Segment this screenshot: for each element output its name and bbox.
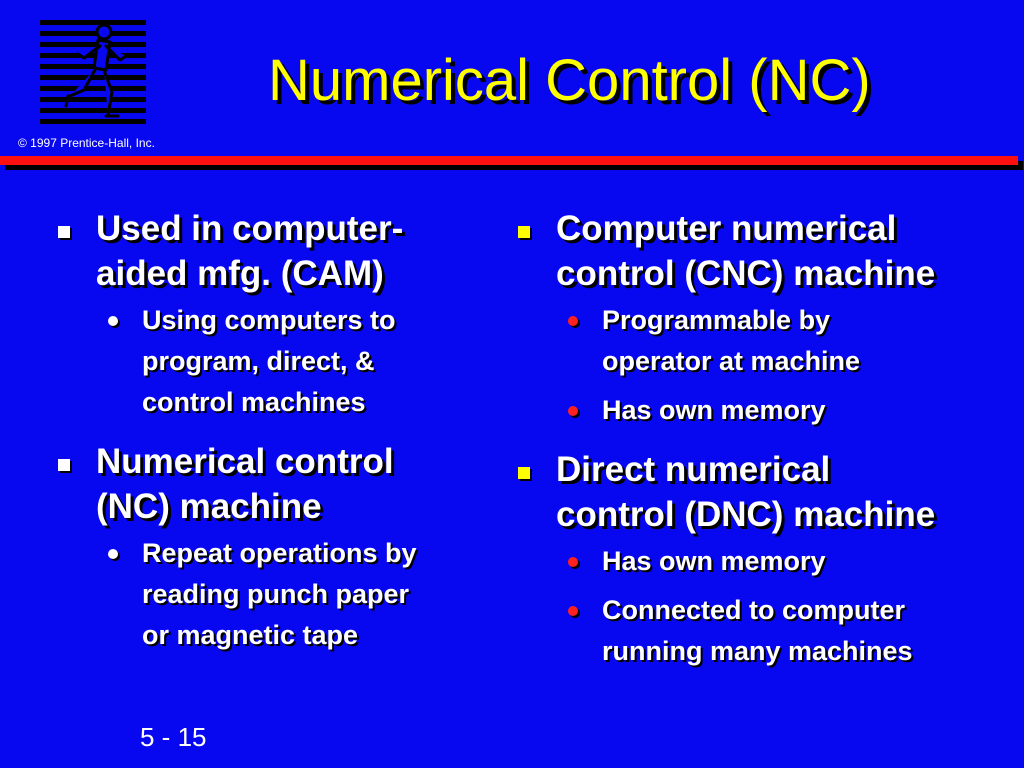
sub-bullet-line: Programmable by bbox=[602, 305, 831, 335]
bullet-main bbox=[518, 447, 1004, 537]
sub-bullet-line: operator at machine bbox=[602, 346, 861, 376]
sub-bullet bbox=[104, 300, 498, 423]
bullet-item bbox=[58, 206, 498, 423]
sub-bullet-line: running many machines bbox=[602, 636, 913, 666]
dot-bullet-icon bbox=[108, 316, 118, 326]
dot-bullet-icon bbox=[568, 606, 578, 616]
sub-bullet-list bbox=[564, 541, 1004, 672]
running-worker-logo-icon bbox=[40, 18, 150, 126]
sub-bullet-list bbox=[564, 300, 1004, 431]
bullet-item bbox=[58, 439, 498, 656]
sub-bullet-list bbox=[104, 533, 498, 656]
sub-bullet-line: Using computers to bbox=[142, 305, 396, 335]
slide-title: Numerical Control (NC) bbox=[268, 48, 871, 113]
sub-bullet-line: Has own memory bbox=[602, 395, 826, 425]
right-bullet-column bbox=[518, 206, 1004, 672]
sub-bullet bbox=[564, 300, 1004, 382]
sub-bullet-line: control machines bbox=[142, 387, 366, 417]
dot-bullet-icon bbox=[568, 316, 578, 326]
bullet-main bbox=[58, 206, 498, 296]
left-bullet-column bbox=[58, 206, 498, 656]
dot-bullet-icon bbox=[108, 549, 118, 559]
square-bullet-icon bbox=[58, 226, 70, 238]
bullet-line: aided mfg. (CAM) bbox=[96, 254, 384, 293]
square-bullet-icon bbox=[58, 459, 70, 471]
dot-bullet-icon bbox=[568, 557, 578, 567]
bullet-item bbox=[518, 206, 1004, 431]
slide-number: 5 - 15 bbox=[140, 722, 207, 752]
bullet-main bbox=[58, 439, 498, 529]
sub-bullet-line: or magnetic tape bbox=[142, 620, 359, 650]
sub-bullet-line: program, direct, & bbox=[142, 346, 375, 376]
sub-bullet-line: reading punch paper bbox=[142, 579, 410, 609]
bullet-line: control (DNC) machine bbox=[556, 495, 936, 534]
sub-bullet-line: Has own memory bbox=[602, 546, 826, 576]
bullet-line: control (CNC) machine bbox=[556, 254, 936, 293]
square-bullet-icon bbox=[518, 467, 530, 479]
bullet-line: (NC) machine bbox=[96, 487, 322, 526]
bullet-line: Direct numerical bbox=[556, 450, 831, 489]
sub-bullet-line: Repeat operations by bbox=[142, 538, 417, 568]
square-bullet-icon bbox=[518, 226, 530, 238]
bullet-line: Used in computer- bbox=[96, 209, 404, 248]
bullet-item bbox=[518, 447, 1004, 672]
sub-bullet bbox=[564, 390, 1004, 431]
bullet-line: Computer numerical bbox=[556, 209, 897, 248]
copyright-notice: © 1997 Prentice-Hall, Inc. bbox=[18, 136, 155, 150]
dot-bullet-icon bbox=[568, 406, 578, 416]
sub-bullet bbox=[564, 590, 1004, 672]
bullet-line: Numerical control bbox=[96, 442, 394, 481]
sub-bullet bbox=[564, 541, 1004, 582]
sub-bullet bbox=[104, 533, 498, 656]
title-divider bbox=[0, 156, 1018, 165]
sub-bullet-list bbox=[104, 300, 498, 423]
sub-bullet-line: Connected to computer bbox=[602, 595, 906, 625]
bullet-main bbox=[518, 206, 1004, 296]
publisher-logo bbox=[40, 18, 150, 126]
